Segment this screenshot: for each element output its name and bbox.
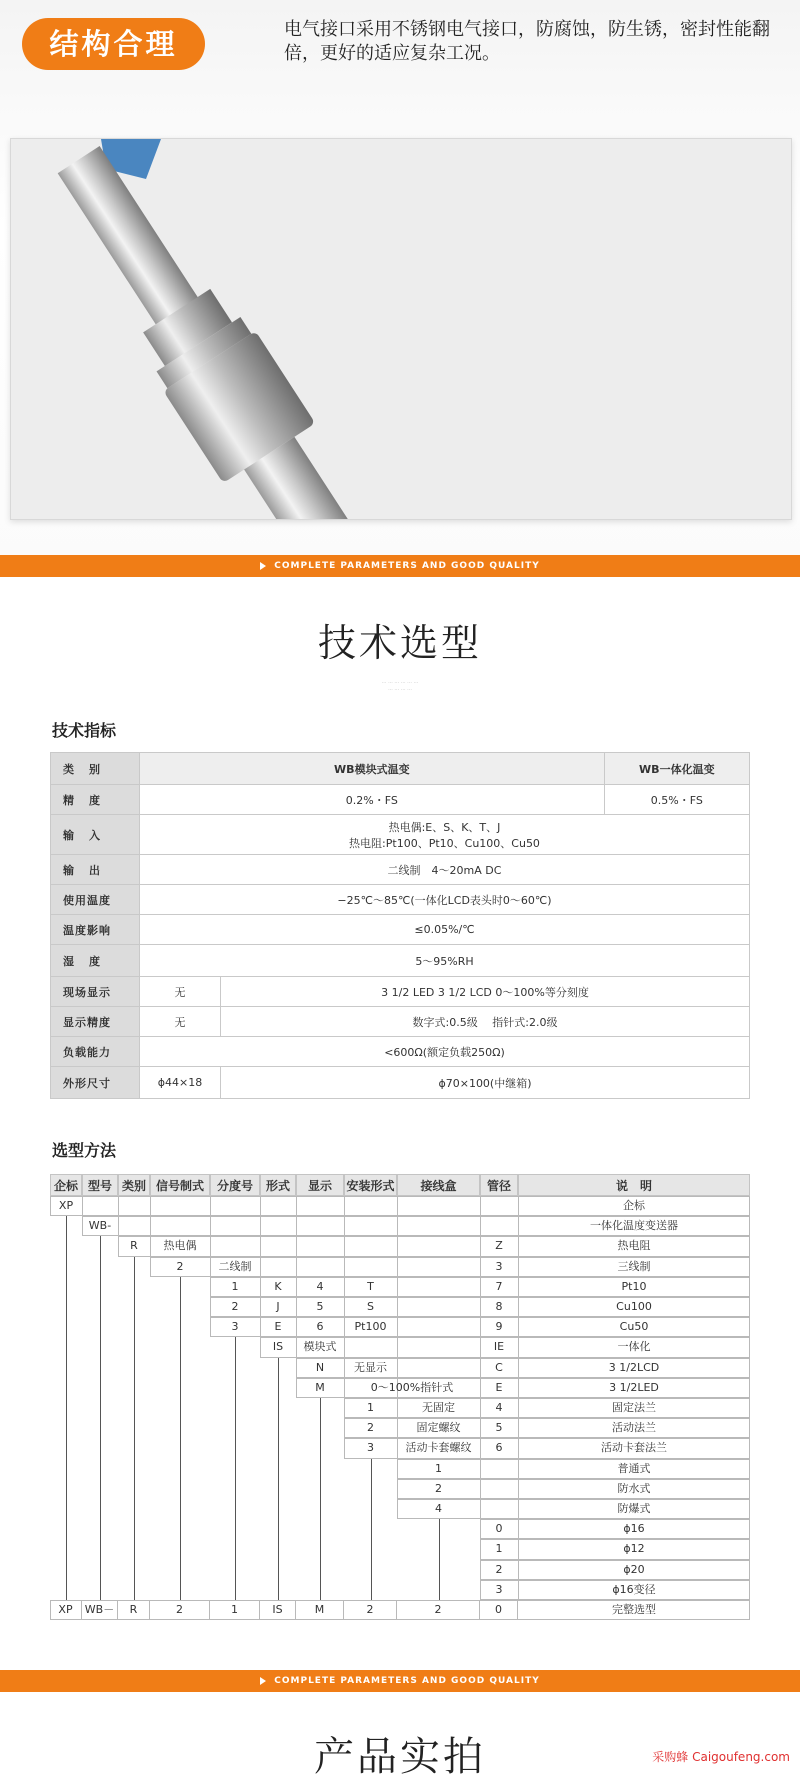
code: T xyxy=(367,1279,374,1293)
description: 固定法兰 xyxy=(612,1401,656,1414)
code: 3 xyxy=(495,1582,503,1596)
code: 1 xyxy=(231,1279,239,1293)
code: 0 xyxy=(495,1522,503,1536)
spec-heading: 技术指标 xyxy=(52,721,117,740)
selection-header: 分度号 xyxy=(210,1174,260,1196)
description: 企标 xyxy=(623,1199,645,1212)
cell-divider xyxy=(397,1257,398,1277)
spec-table xyxy=(50,752,750,1099)
code: IS xyxy=(272,1340,284,1354)
section-title-photos: 产品实拍 xyxy=(314,1734,486,1780)
code: 2 xyxy=(495,1562,503,1576)
code: S xyxy=(367,1300,374,1313)
code: 2 xyxy=(367,1421,374,1435)
hero-section xyxy=(0,0,800,566)
selection-header: 显示 xyxy=(296,1174,344,1196)
code-wb: WB- xyxy=(88,1219,112,1233)
description: 活动法兰 xyxy=(612,1421,656,1435)
pipe-code: 9 xyxy=(495,1320,503,1334)
pipe-code: 6 xyxy=(495,1441,503,1455)
cell-divider xyxy=(397,1297,398,1317)
cell-divider xyxy=(344,1257,345,1277)
output-value: 二线制 4～20mA DC xyxy=(140,855,750,885)
row-label-load: 负载能力 xyxy=(51,1037,140,1067)
code: 1 xyxy=(495,1542,503,1556)
cell-divider xyxy=(150,1216,151,1236)
connector-line xyxy=(278,1358,279,1600)
cell-divider xyxy=(296,1257,297,1277)
final-code: 完整选型 xyxy=(612,1603,656,1616)
code: 0～100%指针式 xyxy=(370,1380,454,1394)
cell-divider xyxy=(260,1196,261,1216)
display-accuracy-module: 无 xyxy=(140,1007,221,1037)
description: ϕ16变径 xyxy=(612,1582,656,1596)
temp-effect-value: ≤0.05%/℃ xyxy=(140,915,750,945)
cell-divider xyxy=(480,1216,481,1236)
final-code: 2 xyxy=(397,1600,480,1620)
selection-header: 接线盒 xyxy=(397,1174,480,1196)
final-code: R xyxy=(118,1600,150,1620)
code-2: 2 xyxy=(176,1259,184,1273)
code: 无固定 xyxy=(422,1401,455,1414)
final-code: 1 xyxy=(210,1600,260,1620)
row-label-category: 类 别 xyxy=(51,753,140,785)
quality-banner-2: COMPLETE PARAMETERS AND GOOD QUALITY xyxy=(0,1670,800,1692)
col-module: WB模块式温变 xyxy=(140,753,605,785)
code: 2 xyxy=(231,1300,239,1313)
code-xp: XP xyxy=(58,1199,74,1212)
description: 一体化 xyxy=(617,1340,651,1354)
connector-line xyxy=(320,1398,321,1600)
cell-divider xyxy=(397,1196,398,1216)
cell-divider xyxy=(260,1216,261,1236)
code-thermocouple: 热电偶 xyxy=(163,1239,197,1253)
selection-header: 安装形式 xyxy=(344,1174,397,1196)
description: 一体化温度变送器 xyxy=(590,1219,678,1233)
cell-divider xyxy=(82,1196,83,1216)
code: 4 xyxy=(316,1279,324,1293)
cell-divider xyxy=(344,1216,345,1236)
connector-line xyxy=(371,1459,372,1600)
code: J xyxy=(276,1300,280,1313)
description: 防水式 xyxy=(617,1481,651,1495)
pipe-code: C xyxy=(495,1360,503,1374)
cell-divider xyxy=(344,1196,345,1216)
code: 3 xyxy=(231,1320,239,1334)
row-label-size: 外形尺寸 xyxy=(51,1067,140,1099)
code: 1 xyxy=(435,1461,442,1475)
title-decoration: ··· ··· ··· ··· ··· ··· ··· ··· ··· ··· xyxy=(381,680,419,693)
description: Cu100 xyxy=(616,1300,652,1313)
cell-divider xyxy=(260,1236,261,1256)
cell-divider xyxy=(344,1337,345,1357)
code: 活动卡套螺纹 xyxy=(405,1441,472,1455)
final-code: 2 xyxy=(150,1600,210,1620)
code: K xyxy=(274,1279,282,1293)
cell-divider xyxy=(150,1196,151,1216)
description: 活动卡套法兰 xyxy=(601,1441,667,1455)
selection-header: 信号制式 xyxy=(150,1174,210,1196)
code: 5 xyxy=(316,1300,324,1313)
pipe-code: E xyxy=(495,1380,503,1394)
selection-header: 类别 xyxy=(118,1174,150,1196)
code: 3 xyxy=(367,1441,374,1455)
pipe-code: Z xyxy=(495,1239,503,1253)
cell-divider xyxy=(397,1358,398,1378)
cell-divider xyxy=(397,1337,398,1357)
row-label-temperature: 使用温度 xyxy=(51,885,140,915)
cell-divider xyxy=(480,1479,481,1499)
description: ϕ20 xyxy=(623,1562,645,1576)
cell-divider xyxy=(296,1236,297,1256)
size-module: ϕ44×18 xyxy=(140,1067,221,1099)
row-label-display-accuracy: 显示精度 xyxy=(51,1007,140,1037)
cell-divider xyxy=(480,1459,481,1479)
cell-divider xyxy=(118,1196,119,1216)
selection-header: 说 明 xyxy=(518,1174,750,1196)
description: Cu50 xyxy=(619,1320,649,1334)
code-two-wire: 二线制 xyxy=(218,1259,252,1273)
code: 4 xyxy=(435,1502,442,1515)
cell-divider xyxy=(480,1499,481,1519)
selection-header: 管径 xyxy=(480,1174,518,1196)
cell-divider xyxy=(210,1216,211,1236)
description: 普通式 xyxy=(617,1461,651,1475)
row-label-input: 输 入 xyxy=(51,815,140,855)
description: 3 1/2LCD xyxy=(608,1360,660,1374)
quality-banner: COMPLETE PARAMETERS AND GOOD QUALITY xyxy=(0,555,800,577)
selection-header: 型号 xyxy=(82,1174,118,1196)
code: 1 xyxy=(367,1401,374,1414)
cell-divider xyxy=(397,1277,398,1297)
load-value: <600Ω(额定负载250Ω) xyxy=(140,1037,750,1067)
final-code: M xyxy=(296,1600,344,1620)
connector-line xyxy=(134,1257,135,1600)
pipe-code: 5 xyxy=(495,1421,503,1435)
description: 防爆式 xyxy=(617,1502,651,1515)
accuracy-module: 0.2%・FS xyxy=(140,785,605,815)
col-integrated: WB一体化温变 xyxy=(604,753,749,785)
cell-divider xyxy=(397,1216,398,1236)
feature-badge: 结构合理 xyxy=(22,18,205,70)
connector-line xyxy=(66,1216,67,1600)
final-code: 0 xyxy=(480,1600,518,1620)
accuracy-integrated: 0.5%・FS xyxy=(604,785,749,815)
selection-table xyxy=(50,1174,750,1634)
connector-line xyxy=(439,1519,440,1600)
row-label-display: 现场显示 xyxy=(51,977,140,1007)
display-integrated: 3 1/2 LED 3 1/2 LCD 0～100%等分刻度 xyxy=(221,977,750,1007)
final-code: 2 xyxy=(344,1600,397,1620)
code: 无显示 xyxy=(354,1360,387,1374)
cell-divider xyxy=(344,1236,345,1256)
code: E xyxy=(274,1320,282,1334)
row-label-accuracy: 精 度 xyxy=(51,785,140,815)
product-photo xyxy=(10,138,792,520)
selection-heading: 选型方法 xyxy=(52,1141,117,1160)
description: ϕ16 xyxy=(623,1522,645,1536)
input-value: 热电偶:E、S、K、T、J 热电阻:Pt100、Pt10、Cu100、Cu50 xyxy=(140,815,750,855)
code: N xyxy=(315,1360,325,1374)
watermark: 采购蜂 Caigoufeng.com xyxy=(652,1750,790,1764)
description: Pt10 xyxy=(621,1279,647,1293)
connector-line xyxy=(235,1337,236,1600)
display-module: 无 xyxy=(140,977,221,1007)
code-r: R xyxy=(130,1239,138,1253)
pipe-code: 8 xyxy=(495,1300,503,1313)
pipe-code: 7 xyxy=(495,1279,503,1293)
display-accuracy-integrated: 数字式:0.5级 指针式:2.0级 xyxy=(221,1007,750,1037)
final-code: XP xyxy=(50,1600,82,1620)
pipe-code: 3 xyxy=(495,1259,503,1273)
row-label-humidity: 湿 度 xyxy=(51,945,140,977)
row-label-temp-effect: 温度影响 xyxy=(51,915,140,945)
temperature-value: −25℃～85℃(一体化LCD表头时0～60℃) xyxy=(140,885,750,915)
code: 固定螺纹 xyxy=(416,1421,461,1435)
description: 热电阻 xyxy=(617,1239,651,1253)
final-code: IS xyxy=(260,1600,296,1620)
cell-divider xyxy=(480,1196,481,1216)
cell-divider xyxy=(260,1257,261,1277)
pipe-code: 4 xyxy=(495,1401,503,1414)
cell-divider xyxy=(296,1196,297,1216)
section-title-selection: 技术选型 xyxy=(317,621,482,665)
cell-divider xyxy=(296,1216,297,1236)
code: 模块式 xyxy=(303,1340,337,1354)
cell-divider xyxy=(210,1236,211,1256)
feature-description: 电气接口采用不锈钢电气接口，防腐蚀，防生锈，密封性能翻倍，更好的适应复杂工况。 xyxy=(284,19,770,64)
humidity-value: 5～95%RH xyxy=(140,945,750,977)
selection-header: 形式 xyxy=(260,1174,296,1196)
connector-line xyxy=(100,1236,101,1600)
description: ϕ12 xyxy=(623,1542,645,1556)
triangle-icon xyxy=(260,562,266,570)
cell-divider xyxy=(210,1196,211,1216)
cell-divider xyxy=(397,1236,398,1256)
cell-divider xyxy=(397,1317,398,1337)
selection-header: 企标 xyxy=(50,1174,82,1196)
connector-line xyxy=(180,1277,181,1600)
size-integrated: ϕ70×100(中继箱) xyxy=(221,1067,750,1099)
cell-divider xyxy=(118,1216,119,1236)
code: 6 xyxy=(316,1320,324,1334)
description: 3 1/2LED xyxy=(609,1380,659,1394)
final-code: WB－ xyxy=(82,1600,118,1620)
code: 2 xyxy=(435,1481,442,1495)
code: Pt100 xyxy=(354,1320,387,1334)
pipe-code: IE xyxy=(493,1340,505,1354)
triangle-icon xyxy=(260,1677,266,1685)
row-label-output: 输 出 xyxy=(51,855,140,885)
description: 三线制 xyxy=(617,1259,651,1273)
code: M xyxy=(315,1380,325,1394)
